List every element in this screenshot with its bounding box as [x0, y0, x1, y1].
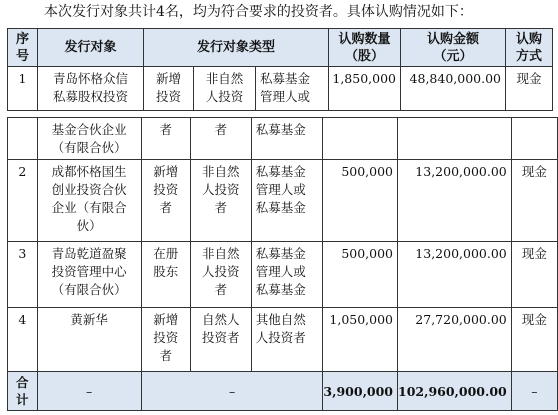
- row1-name-cont: 基金合伙企业 （有限合伙）: [37, 118, 141, 160]
- total-amount: 102,960,000.00: [398, 372, 512, 411]
- row2-seq: 2: [8, 160, 38, 242]
- row4-type2: 自然人 投资者: [190, 308, 251, 372]
- row1-method: 现金: [506, 67, 553, 111]
- row1-shares: 1,850,000: [329, 67, 401, 111]
- row2-type1: 新增 投资 者: [141, 160, 190, 242]
- row3-method: 现金: [511, 242, 557, 308]
- table-row: [8, 67, 553, 111]
- intro-text: 本次发行对象共计4名，均为符合要求的投资者。具体认购情况如下：: [44, 4, 473, 20]
- row1-name: 青岛怀格众信 私募股权投资: [38, 67, 144, 111]
- row1-type3: 私募基金 管理人或: [256, 67, 329, 111]
- row1-type2: 非自然 人投资: [194, 67, 256, 111]
- row4-seq: 4: [8, 308, 38, 372]
- row1-type2-cont: 者: [190, 118, 251, 160]
- total-label: 合 计: [8, 372, 38, 411]
- header-investor: 发行对象: [38, 29, 144, 67]
- row3-seq: 3: [8, 242, 38, 308]
- header-shares: 认购数量 （股）: [329, 29, 401, 67]
- header-seq: 序 号: [8, 29, 38, 67]
- row2-amount: 13,200,000.00: [398, 160, 512, 242]
- row1-seq: 1: [8, 67, 38, 111]
- row4-name: 黄新华: [37, 308, 141, 372]
- row2-type2: 非自然 人投资 者: [190, 160, 251, 242]
- table-row: [8, 160, 558, 242]
- header-method: 认购 方式: [506, 29, 553, 67]
- row3-type1: 在册 股东: [141, 242, 190, 308]
- row4-type3: 其他自然 人投资者: [251, 308, 323, 372]
- row1-type1-cont: 者: [141, 118, 190, 160]
- row1-amount: 48,840,000.00: [401, 67, 506, 111]
- subscription-table-part1: [7, 28, 553, 111]
- total-type-dash: –: [141, 372, 323, 411]
- row4-shares: 1,050,000: [323, 308, 398, 372]
- subscription-table-part2: [7, 117, 558, 411]
- row3-shares: 500,000: [323, 242, 398, 308]
- total-investor-dash: –: [37, 372, 141, 411]
- row3-name: 青岛乾道盈聚 投资管理中心 （有限合伙）: [37, 242, 141, 308]
- row1-type3-cont: 私募基金: [251, 118, 323, 160]
- row2-name: 成都怀格国生 创业投资合伙 企业（有限合 伙）: [37, 160, 141, 242]
- total-shares: 3,900,000: [323, 372, 398, 411]
- row1-type1: 新增 投资: [144, 67, 194, 111]
- row4-method: 现金: [511, 308, 557, 372]
- row3-amount: 13,200,000.00: [398, 242, 512, 308]
- row1-method-cont: [511, 118, 557, 160]
- total-row: [8, 372, 558, 411]
- total-method-dash: –: [511, 372, 557, 411]
- header-amount: 认购金额 （元）: [401, 29, 506, 67]
- row1-seq-cont: [8, 118, 38, 160]
- row1-amount-cont: [398, 118, 512, 160]
- row3-type2: 非自然 人投资 者: [190, 242, 251, 308]
- header-investor-type: 发行对象类型: [144, 29, 329, 67]
- row4-amount: 27,720,000.00: [398, 308, 512, 372]
- row2-method: 现金: [511, 160, 557, 242]
- row4-type1: 新增 投资 者: [141, 308, 190, 372]
- table-row: [8, 242, 558, 308]
- table-row: [8, 118, 558, 160]
- table-row: [8, 308, 558, 372]
- row2-shares: 500,000: [323, 160, 398, 242]
- row3-type3: 私募基金 管理人或 私募基金: [251, 242, 323, 308]
- row1-shares-cont: [323, 118, 398, 160]
- row2-type3: 私募基金 管理人或 私募基金: [251, 160, 323, 242]
